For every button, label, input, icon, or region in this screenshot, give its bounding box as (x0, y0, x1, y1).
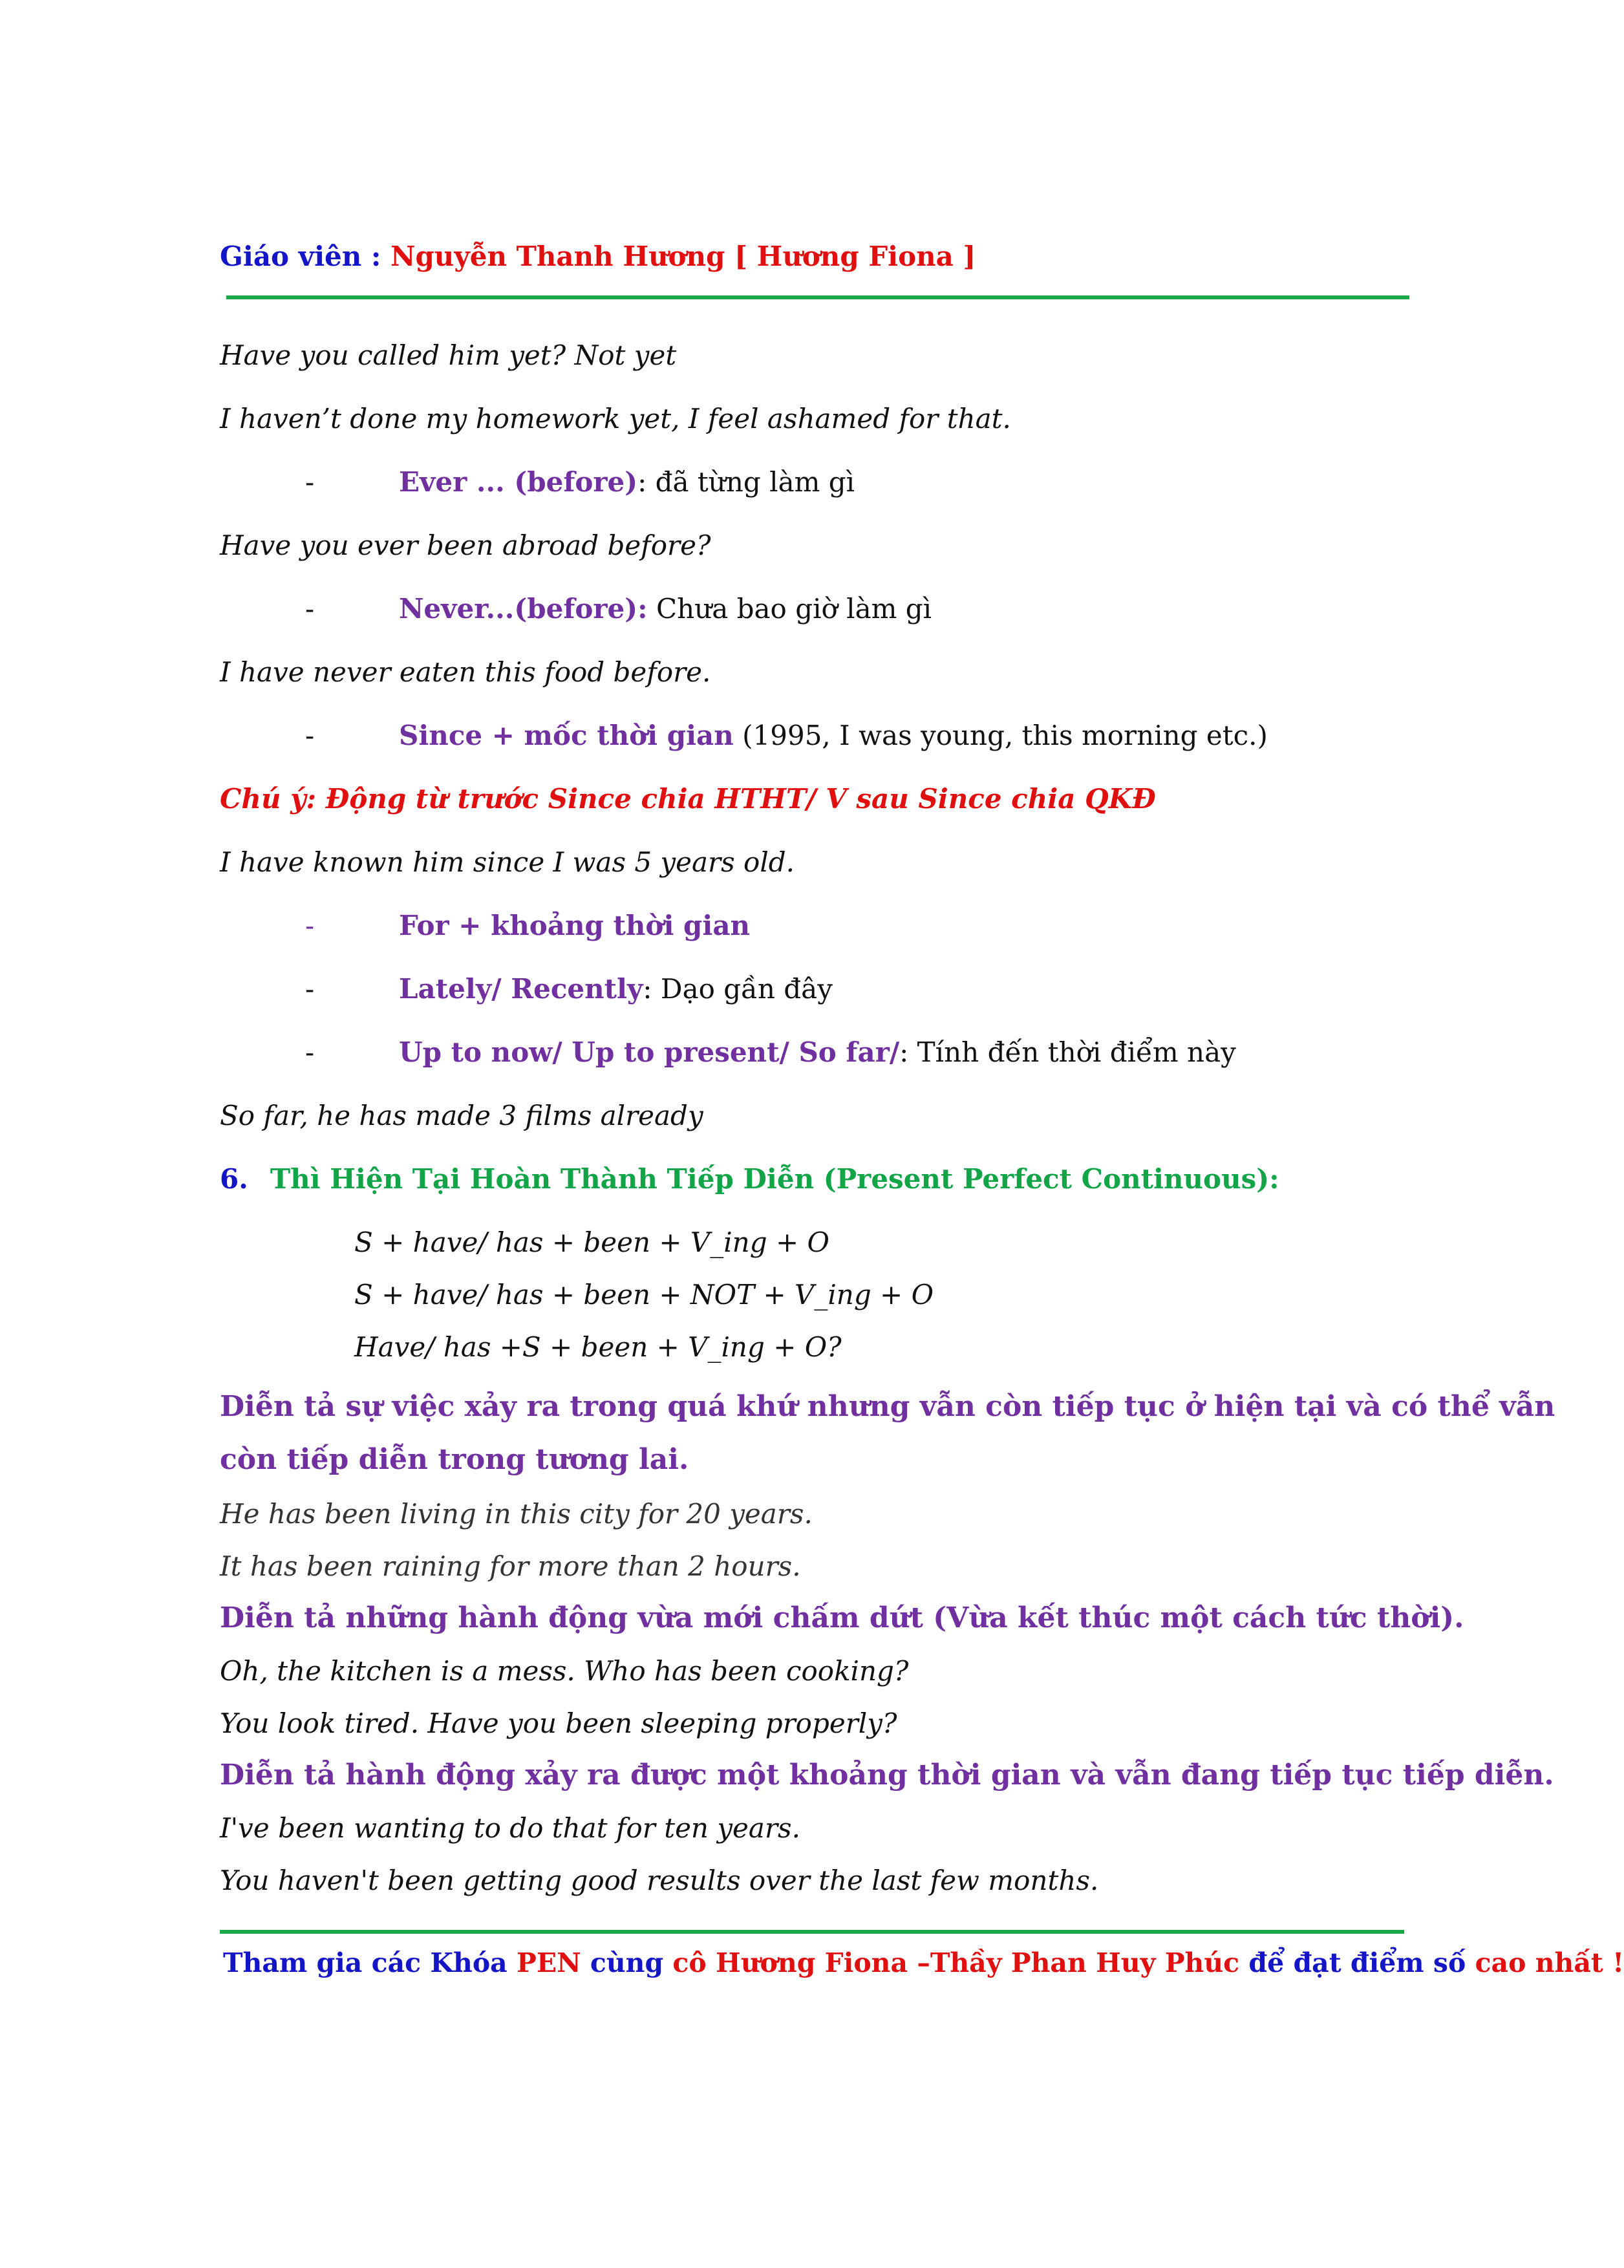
usage-description: Diễn tả sự việc xảy ra trong quá khứ nhưng vẫn còn tiếp tục ở hiện tại và có thể vẫn (220, 1390, 1555, 1423)
bullet-term: Ever ... (before) (399, 466, 638, 498)
bullet-term: For + khoảng thời gian (399, 910, 751, 941)
bullet-never (399, 593, 932, 625)
footer-teachers: cô Hương Fiona –Thầy Phan Huy Phúc (672, 1947, 1240, 1978)
example-line: He has been living in this city for 20 years. (220, 1498, 813, 1530)
bullet-dash: - (305, 910, 315, 941)
usage-description: Diễn tả những hành động vừa mới chấm dứt (Vừa kết thúc một cách tức thời). (220, 1601, 1464, 1634)
footer-pen: PEN (517, 1947, 581, 1978)
teacher-name: Nguyễn Thanh Hương [ Hương Fiona ] (390, 241, 976, 272)
formula-question: Have/ has +S + been + V_ing + O? (354, 1331, 842, 1363)
teacher-separator: : (361, 241, 391, 272)
bullet-dash: - (305, 973, 315, 1005)
bullet-meaning: : đã từng làm gì (637, 466, 855, 498)
example-line: I have known him since I was 5 years old. (220, 846, 795, 878)
teacher-header (220, 241, 976, 272)
bullet-dash: - (305, 593, 315, 625)
bullet-dash: - (305, 466, 315, 498)
bullet-dash: - (305, 1036, 315, 1068)
footer-text: để đạt điểm số (1239, 1947, 1475, 1978)
footer-highlight: cao nhất ! (1475, 1947, 1624, 1978)
usage-description: Diễn tả hành động xảy ra được một khoảng thời gian và vẫn đang tiếp tục tiếp diễn. (220, 1759, 1554, 1792)
bullet-upto (399, 1036, 1236, 1068)
bullet-for (399, 910, 750, 941)
bullet-meaning: : Dạo gần đây (643, 973, 833, 1005)
bullet-since (399, 720, 1268, 751)
footer-divider (220, 1930, 1404, 1934)
header-divider (226, 295, 1409, 299)
example-line: It has been raining for more than 2 hours. (220, 1550, 801, 1582)
bullet-ever (399, 466, 855, 498)
section-heading (220, 1163, 1279, 1195)
footer-text: cùng (581, 1947, 673, 1978)
example-line: I've been wanting to do that for ten years. (220, 1812, 800, 1844)
example-line: Oh, the kitchen is a mess. Who has been cooking? (220, 1655, 909, 1687)
since-note: Chú ý: Động từ trước Since chia HTHT/ V sau Since chia QKĐ (220, 783, 1156, 815)
bullet-term: Never...(before): (399, 593, 648, 625)
teacher-label: Giáo viên (220, 241, 362, 272)
bullet-term: Lately/ Recently (399, 973, 643, 1005)
example-line: Have you ever been abroad before? (220, 530, 711, 561)
usage-description: còn tiếp diễn trong tương lai. (220, 1443, 689, 1476)
bullet-meaning: (1995, I was young, this morning etc.) (733, 720, 1268, 751)
bullet-dash: - (305, 720, 315, 751)
formula-negative: S + have/ has + been + NOT + V_ing + O (354, 1279, 934, 1311)
formula-affirmative: S + have/ has + been + V_ing + O (354, 1226, 829, 1258)
footer-text: Tham gia các Khóa (223, 1947, 517, 1978)
footer-promo (223, 1947, 1624, 1978)
section-number: 6. (220, 1163, 248, 1195)
bullet-term: Since + mốc thời gian (399, 720, 734, 751)
example-line: I have never eaten this food before. (220, 656, 711, 688)
bullet-lately (399, 973, 833, 1005)
example-line: Have you called him yet? Not yet (220, 339, 677, 371)
example-line: You haven't been getting good results over the last few months. (220, 1865, 1099, 1896)
example-line: So far, he has made 3 films already (220, 1100, 703, 1131)
example-line: I haven’t done my homework yet, I feel ashamed for that. (220, 403, 1011, 434)
bullet-meaning: : Tính đến thời điểm này (899, 1036, 1236, 1068)
bullet-term: Up to now/ Up to present/ So far/ (399, 1036, 900, 1068)
section-title: Thì Hiện Tại Hoàn Thành Tiếp Diễn (Present Perfect Continuous): (270, 1163, 1279, 1195)
bullet-meaning: Chưa bao giờ làm gì (647, 593, 932, 625)
example-line: You look tired. Have you been sleeping properly? (220, 1707, 897, 1739)
